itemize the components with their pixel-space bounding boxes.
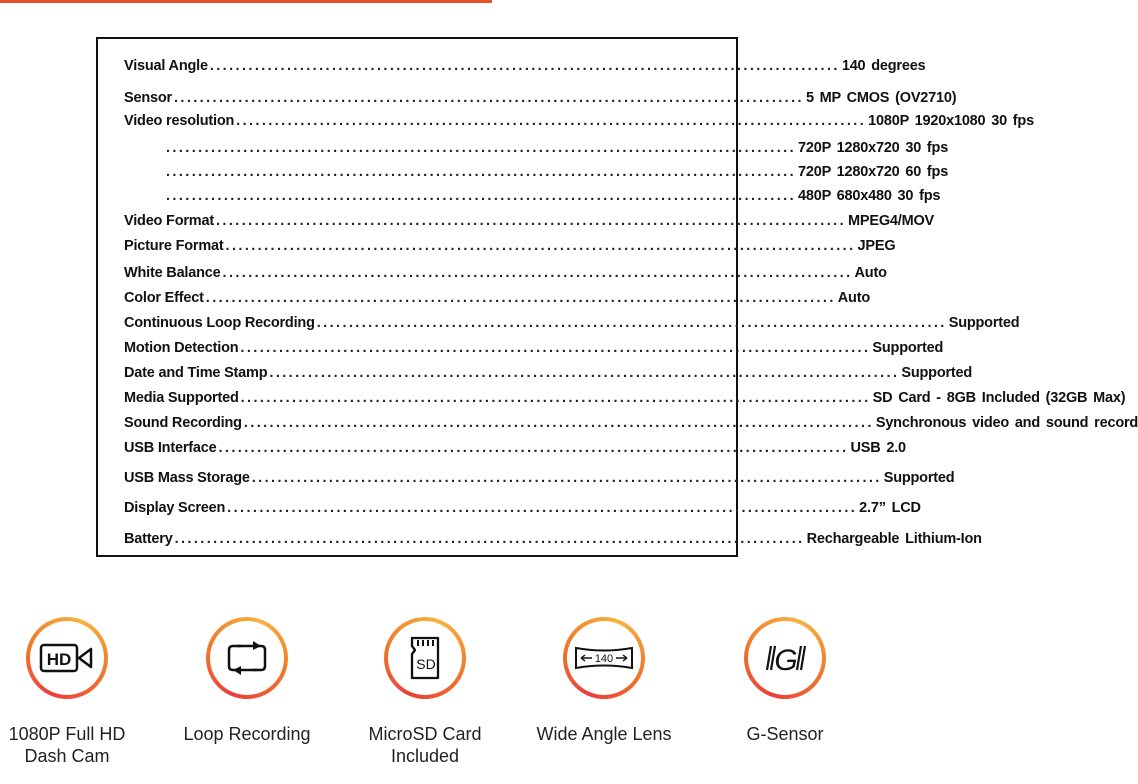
feature-label-line: 1080P Full HD <box>8 724 126 744</box>
dot-leader: .................................................................................................. <box>166 188 796 204</box>
spec-value: Auto <box>854 265 887 281</box>
spec-row <box>124 466 955 486</box>
spec-label: Motion Detection <box>124 340 239 356</box>
spec-value: Supported <box>872 340 944 356</box>
spec-label: Media Supported <box>124 390 239 406</box>
feature-label <box>345 723 505 767</box>
spec-row <box>124 209 935 229</box>
dot-leader: .................................................................................................. <box>174 531 805 547</box>
sd-card-icon <box>408 636 442 680</box>
feature-label <box>524 723 684 745</box>
dot-leader: .................................................................................................. <box>243 415 874 431</box>
spec-label: USB Interface <box>124 440 217 456</box>
spec-row <box>124 411 1138 431</box>
feature-ring <box>26 617 108 699</box>
spec-row <box>124 109 1034 129</box>
spec-label: Video Format <box>124 213 214 229</box>
spec-value: 2.7” LCD <box>859 500 921 516</box>
dot-leader: .................................................................................................. <box>225 238 856 254</box>
spec-row <box>124 234 896 254</box>
dot-leader: .................................................................................................. <box>222 265 853 281</box>
hd-camera-icon <box>39 643 95 673</box>
dot-leader: .................................................................................................. <box>209 58 840 74</box>
spec-label: White Balance <box>124 265 221 281</box>
spec-row <box>124 361 973 381</box>
spec-value: USB 2.0 <box>850 440 906 456</box>
feature-label-line: Dash Cam <box>24 746 110 766</box>
spec-row <box>124 261 887 281</box>
spec-value: Synchronous video and sound record <box>875 415 1138 431</box>
spec-row <box>124 527 982 547</box>
feature-g-sensor <box>705 617 865 745</box>
loop-recording-icon <box>223 638 271 678</box>
spec-value: 1080P 1920x1080 30 fps <box>868 113 1034 129</box>
spec-value: 480P 680x480 30 fps <box>798 188 941 204</box>
spec-row <box>124 184 941 204</box>
spec-label: Battery <box>124 531 173 547</box>
spec-row <box>124 136 949 156</box>
top-accent-rule <box>0 0 492 3</box>
feature-label-line: Loop Recording <box>183 724 311 744</box>
dot-leader: .................................................................................................. <box>251 470 882 486</box>
spec-row <box>124 86 957 106</box>
spec-value: JPEG <box>857 238 896 254</box>
spec-value: 720P 1280x720 60 fps <box>798 164 949 180</box>
g-sensor-icon <box>758 638 812 678</box>
dot-leader: .................................................................................................. <box>216 213 846 229</box>
spec-label: Sensor <box>124 90 172 106</box>
spec-row <box>124 286 870 306</box>
spec-label: Video resolution <box>124 113 235 129</box>
spec-label: Date and Time Stamp <box>124 365 268 381</box>
dot-leader: .................................................................................................. <box>205 290 836 306</box>
dot-leader: .................................................................................................. <box>269 365 900 381</box>
feature-loop-recording <box>167 617 327 745</box>
feature-ring <box>384 617 466 699</box>
spec-value: MPEG4/MOV <box>848 213 935 229</box>
spec-row <box>124 496 921 516</box>
spec-value: SD Card - 8GB Included (32GB Max) <box>872 390 1126 406</box>
dot-leader: .................................................................................................. <box>166 140 796 156</box>
feature-label-line: Wide Angle Lens <box>536 724 672 744</box>
feature-label-line: MicroSD Card <box>368 724 482 744</box>
feature-ring <box>563 617 645 699</box>
angle-icon-text: 140 <box>594 653 614 665</box>
spec-label: Color Effect <box>124 290 204 306</box>
spec-value: 140 degrees <box>841 58 926 74</box>
spec-value: Supported <box>901 365 973 381</box>
spec-value: Supported <box>883 470 955 486</box>
feature-label <box>0 723 147 767</box>
feature-ring <box>206 617 288 699</box>
dot-leader: .................................................................................................. <box>218 440 849 456</box>
feature-label <box>705 723 865 745</box>
dot-leader: .................................................................................................. <box>173 90 804 106</box>
dot-leader: .................................................................................................. <box>227 500 858 516</box>
feature-wide-angle-lens <box>524 617 684 745</box>
spec-value: Auto <box>837 290 870 306</box>
spec-row <box>124 336 944 356</box>
sd-icon-text: SD <box>416 656 436 672</box>
spec-label: Picture Format <box>124 238 224 254</box>
spec-row <box>124 54 926 74</box>
feature-ring <box>744 617 826 699</box>
spec-value: 5 MP CMOS (OV2710) <box>805 90 957 106</box>
feature-microsd-card <box>345 617 505 767</box>
spec-row <box>124 311 1020 331</box>
feature-label-line: Included <box>390 746 460 766</box>
spec-value: Supported <box>948 315 1020 331</box>
hd-icon-text: HD <box>46 650 72 669</box>
dot-leader: .................................................................................................. <box>166 164 796 180</box>
feature-label-line: G-Sensor <box>746 724 824 744</box>
g-icon-text: G <box>774 644 798 677</box>
spec-value: Rechargeable Lithium-Ion <box>806 531 982 547</box>
feature-hd-dash-cam <box>0 617 147 767</box>
spec-label: Visual Angle <box>124 58 208 74</box>
spec-label: Continuous Loop Recording <box>124 315 315 331</box>
spec-label: USB Mass Storage <box>124 470 250 486</box>
wide-angle-lens-icon <box>573 644 635 672</box>
dot-leader: .................................................................................................. <box>240 390 871 406</box>
dot-leader: .................................................................................................. <box>316 315 947 331</box>
spec-label: Display Screen <box>124 500 226 516</box>
feature-label <box>167 723 327 745</box>
spec-row <box>124 386 1126 406</box>
spec-table <box>96 37 1138 557</box>
spec-row <box>124 436 906 456</box>
spec-label: Sound Recording <box>124 415 242 431</box>
dot-leader: .................................................................................................. <box>236 113 867 129</box>
dot-leader: .................................................................................................. <box>240 340 871 356</box>
spec-value: 720P 1280x720 30 fps <box>798 140 949 156</box>
spec-row <box>124 160 949 180</box>
